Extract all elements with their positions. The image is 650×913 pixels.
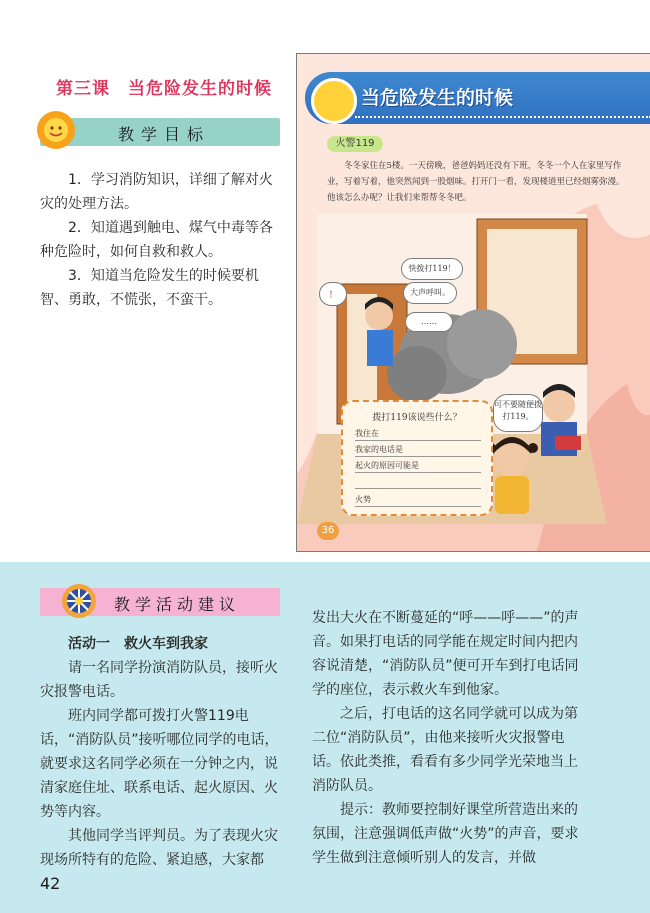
form-line-phone: 我家的电话是: [355, 444, 481, 457]
speech-bubble-exclaim: ！: [319, 282, 347, 306]
goal-item: 1．学习消防知识，详细了解对火灾的处理方法。: [40, 172, 273, 212]
activity-paragraph: 提示：教师要控制好课堂所营造出来的氛围，注意强调低声做“火势”的声音，要求学生做到注意倾听别人的发言，并做: [312, 802, 579, 866]
textbook-title-banner: [305, 72, 650, 124]
textbook-title: 当危险发生的时候: [361, 87, 514, 109]
story-text: 冬冬家住在5楼。一天傍晚，爸爸妈妈还没有下班，冬冬一个人在家里写作业，写着写着，他突然闻到一股烟味。打开门一看，发现楼道里已经烟雾弥漫。他该怎么办呢？让我们来帮帮冬冬吧。: [327, 161, 625, 203]
activity-paragraph: 请一名同学扮演消防队员，接听火灾报警电话。: [40, 660, 278, 700]
textbook-page-number: 36: [317, 522, 339, 540]
goals-list: [40, 168, 282, 312]
activity-paragraph: 发出大火在不断蔓延的“呼——呼——”的声音。如果打电话的同学能在规定时间内把内容说清楚，“消防队员”便可开车到打电话同学的座位，表示救火车到他家。: [312, 610, 579, 698]
sun-icon: [36, 110, 76, 150]
goal-item: 3．知道当危险发生的时候要机智、勇敢，不慌张，不蛮干。: [40, 268, 259, 308]
textbook-page-illustration: [296, 53, 650, 552]
page-number: 42: [40, 874, 61, 893]
form-heading: 拨打119该说些什么？: [372, 413, 462, 423]
form-line-blank: [355, 476, 481, 489]
activities-heading-band: [40, 588, 280, 616]
activity-paragraph: 班内同学都可拨打火警119电话，“消防队员”接听哪位同学的电话，就要求这名同学必须在一分钟之内，说清家庭住址、联系电话、起火原因、火势等内容。: [40, 708, 279, 820]
form-line-cause: 起火的原因可能是: [355, 460, 481, 473]
goals-heading: 教学目标: [118, 125, 211, 144]
activity-paragraph: 其他同学当评判员。为了表现火灾现场所特有的危险、紧迫感，大家都: [40, 828, 278, 868]
speech-bubble-call: 快拨打119！: [401, 258, 463, 280]
goal-item: 2．知道遇到触电、煤气中毒等各种危险时，如何自救和救人。: [40, 220, 273, 260]
story-tag: 火警119: [327, 136, 383, 152]
form-line-address: 我住在: [355, 428, 481, 441]
compass-wheel-icon: [60, 582, 98, 620]
activity-paragraph: 之后，打电话的这名同学就可以成为第二位“消防队员”，由他来接听火灾报警电话。依此类推，看看有多少同学光荣地当上消防队员。: [312, 706, 578, 794]
activities-right-column: [312, 606, 588, 870]
fire-emblem-icon: [311, 78, 357, 124]
speech-bubble-shout: 大声呼叫。: [403, 282, 457, 304]
activities-section: [0, 562, 650, 913]
form-line-fire-size: 火势: [355, 494, 481, 507]
activities-left-column: [40, 632, 286, 872]
banner-divider: [355, 114, 650, 118]
speech-bubble-dots: ……: [405, 312, 453, 332]
activities-heading: 教学活动建议: [114, 595, 241, 614]
goals-heading-band: [40, 118, 280, 146]
activity-subheading: 活动一 救火车到我家: [68, 636, 208, 652]
call-script-form: [341, 400, 493, 516]
lesson-title: 第三课 当危险发生的时候: [56, 79, 272, 99]
speech-bubble-warning: 可不要随便拨打119。: [493, 394, 543, 432]
